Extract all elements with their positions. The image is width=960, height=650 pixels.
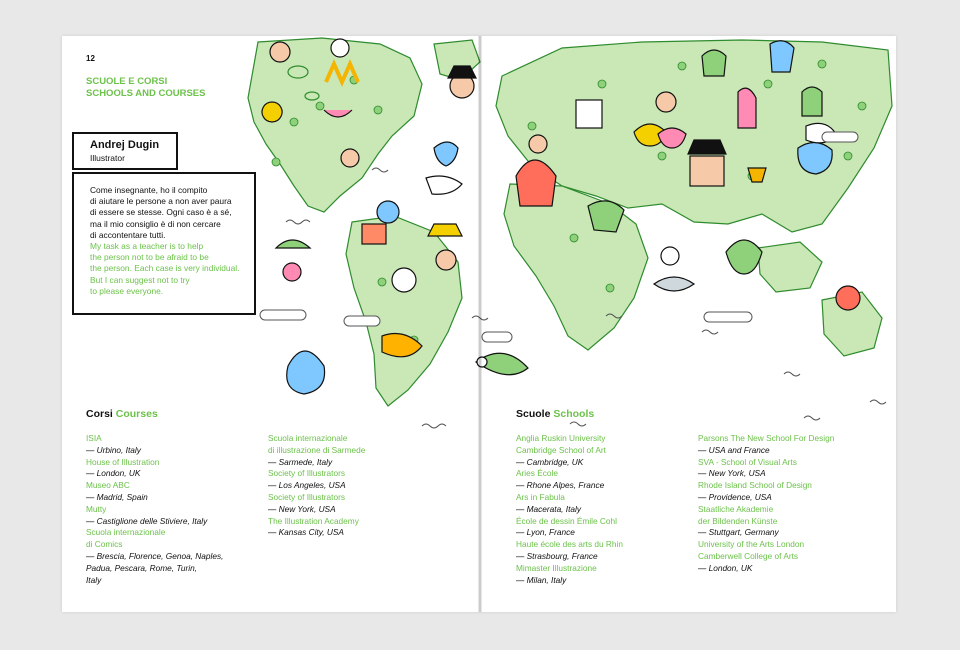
quote-line-it: ma il mio consiglio è di non cercare [90, 218, 221, 229]
quote-line-en: My task as a teacher is to help [90, 241, 204, 252]
school-name: SVA - School of Visual Arts [698, 456, 797, 467]
school-name: Scuola internazionale [268, 433, 348, 443]
school-name: di Comics [86, 539, 123, 550]
school-location: — Strasbourg, France [516, 550, 598, 561]
school-location: — Urbino, Italy [86, 444, 141, 455]
school-location: — Madrid, Spain [86, 491, 148, 502]
quote-box [72, 172, 256, 315]
magazine-spread [62, 36, 896, 612]
school-location: — Lyon, France [516, 527, 575, 538]
school-location: — New York, USA [268, 503, 336, 514]
school-name: Rhode Island School of Design [698, 480, 812, 491]
quote-line-it: di aiutare le persone a non aver paura [90, 196, 232, 207]
school-location: — Milan, Italy [516, 574, 567, 585]
school-location: Padua, Pescara, Rome, Turin, [86, 562, 197, 573]
school-name: Staatliche Akademie [698, 503, 774, 514]
courses-list-column-2 [268, 433, 365, 539]
quote-line-it: Come insegnante, ho il compito [90, 185, 208, 195]
school-name: Society of Illustrators [268, 491, 346, 502]
school-location: — Sarmede, Italy [268, 456, 333, 467]
school-name: Scuola internazionale [86, 527, 166, 538]
profile-name-box [72, 132, 178, 170]
school-name: University of the Arts London [698, 539, 805, 550]
school-name: École de dessin Émile Cohl [516, 515, 617, 526]
school-location: — London, UK [86, 468, 141, 479]
asia-islands-land [758, 242, 822, 292]
school-location: — USA and France [698, 444, 770, 455]
school-name: House of Illustration [86, 456, 160, 467]
school-name: The Illustration Academy [268, 515, 359, 526]
school-name: Parsons The New School For Design [698, 433, 835, 443]
quote-line-en: the person. Each case is very individual. [90, 263, 240, 274]
courses-heading [86, 408, 158, 420]
quote-line-en: to please everyone. [90, 285, 164, 296]
school-name: Museo ABC [86, 480, 130, 491]
schools-heading [516, 408, 594, 420]
school-location: — Rhone Alpes, France [516, 480, 605, 491]
quote-line-en: But I can suggest not to try [90, 274, 190, 285]
school-location: — Cambridge, UK [516, 456, 584, 467]
school-location: — Providence, USA [698, 491, 772, 502]
school-name: Anglia Ruskin University [516, 433, 606, 443]
school-location: — New York, USA [698, 468, 766, 479]
school-location: — Kansas City, USA [268, 527, 344, 538]
profile-name: Andrej Dugin [90, 139, 160, 151]
schools-list-column-2 [698, 433, 834, 575]
quote-line-it: di accontentare tutti. [90, 229, 166, 240]
school-location: — Castiglione delle Stiviere, Italy [86, 515, 208, 526]
page-number: 12 [86, 54, 95, 63]
courses-heading-en: Courses [115, 408, 158, 420]
school-name: Mutty [86, 503, 107, 514]
school-name: Ars in Fabula [516, 491, 565, 502]
section-title-en: SCHOOLS AND COURSES [86, 88, 206, 99]
courses-heading-it: Corsi [86, 408, 113, 420]
school-location: — Macerata, Italy [516, 503, 582, 514]
courses-list-column-1 [86, 433, 223, 586]
school-name: Mimaster Illustrazione [516, 562, 597, 573]
africa-land [504, 184, 648, 350]
school-name: Haute école des arts du Rhin [516, 539, 624, 550]
school-name: di illustrazione di Sarmede [268, 444, 366, 455]
quote-line-it: di essere se stesse. Ogni caso è a sé, [90, 207, 232, 218]
school-name: Camberwell College of Arts [698, 550, 799, 561]
section-title [86, 76, 205, 100]
school-name: Aries École [516, 468, 558, 479]
schools-heading-en: Schools [553, 408, 595, 420]
schools-list-column-1 [516, 433, 623, 586]
school-location: — Los Angeles, USA [268, 480, 346, 491]
school-location: Italy [86, 574, 102, 585]
school-name: der Bildenden Künste [698, 515, 778, 526]
school-name: ISIA [86, 433, 102, 443]
quote-line-en: the person not to be afraid to be [90, 252, 209, 263]
school-name: Society of Illustrators [268, 468, 346, 479]
school-location: — London, UK [698, 562, 753, 573]
school-name: Cambridge School of Art [516, 444, 606, 455]
profile-role: Illustrator [90, 153, 125, 163]
schools-heading-it: Scuole [516, 408, 551, 420]
section-title-it: SCUOLE E CORSI [86, 76, 168, 87]
school-location: — Brescia, Florence, Genoa, Naples, [86, 550, 224, 561]
page-gutter [478, 36, 482, 612]
school-location: — Stuttgart, Germany [698, 527, 779, 538]
